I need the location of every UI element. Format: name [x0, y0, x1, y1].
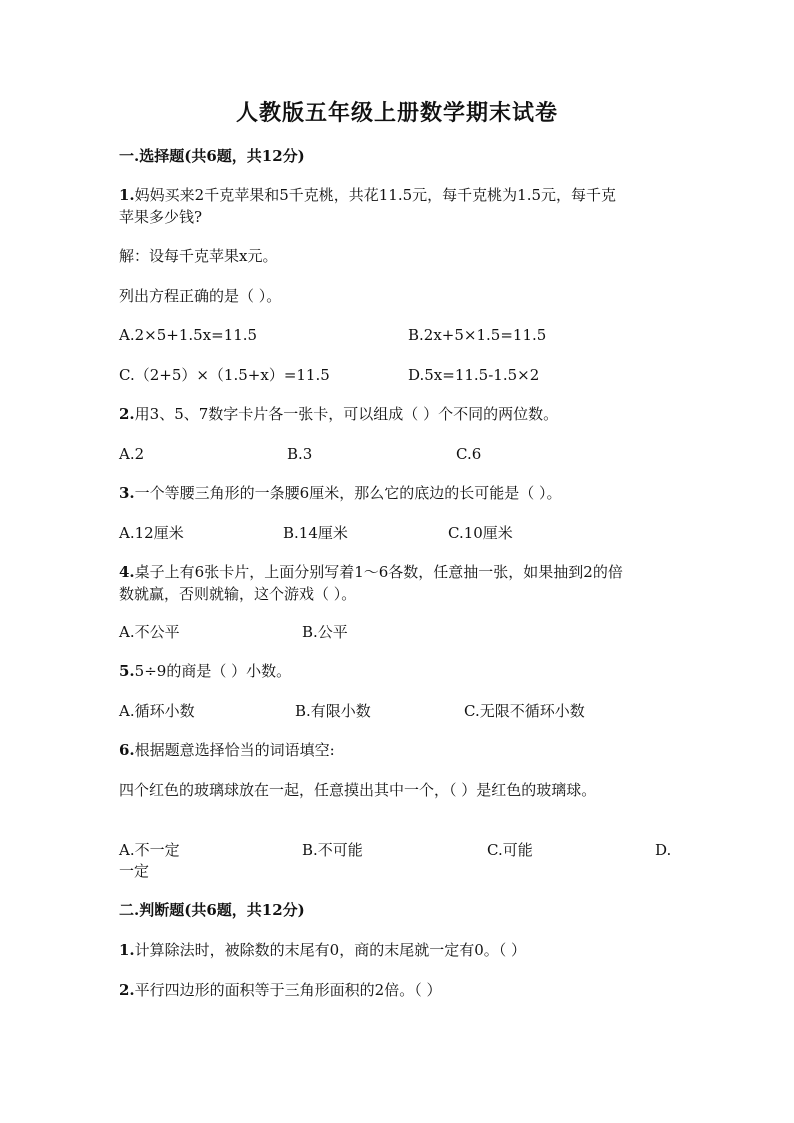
question-number: 1.	[119, 941, 135, 959]
option-c[interactable]: C.无限不循环小数	[464, 702, 585, 720]
option-a[interactable]: A.12厘米	[119, 524, 184, 542]
question-text: 妈妈买来2千克苹果和5千克桃，共花11.5元，每千克桃为1.5元，每千克	[134, 186, 617, 204]
option-b[interactable]: B.3	[287, 445, 313, 463]
question-3	[119, 483, 562, 503]
option-a[interactable]: A.不一定	[119, 841, 180, 859]
option-a[interactable]: A.循环小数	[119, 702, 195, 720]
option-d[interactable]: D.	[655, 841, 672, 859]
option-c[interactable]: C.（2+5）×（1.5+x）=11.5	[119, 366, 330, 384]
question-4-line-1	[119, 562, 623, 582]
option-b[interactable]: B.公平	[302, 623, 348, 641]
option-b[interactable]: B.不可能	[302, 841, 363, 859]
question-number: 5.	[119, 662, 135, 680]
question-number: 2.	[119, 405, 135, 423]
question-1-line-2: 苹果多少钱?	[119, 208, 203, 226]
section-heading-judgement: 二.判断题(共6题，共12分)	[119, 901, 305, 919]
option-a[interactable]: A.2	[119, 445, 145, 463]
question-text: 平行四边形的面积等于三角形面积的2倍。（ ）	[134, 981, 442, 999]
section-heading-choice: 一.选择题(共6题，共12分)	[119, 147, 305, 165]
question-6-line-1	[119, 740, 335, 760]
option-b[interactable]: B.有限小数	[295, 702, 371, 720]
question-text: 一个等腰三角形的一条腰6厘米，那么它的底边的长可能是（ ）。	[134, 484, 562, 502]
option-a[interactable]: A.2×5+1.5x=11.5	[119, 326, 258, 344]
question-number: 3.	[119, 484, 135, 502]
question-4-line-2: 数就赢，否则就输，这个游戏（ ）。	[119, 585, 357, 603]
question-text: 用3、5、7数字卡片各一张卡，可以组成（ ）个不同的两位数。	[134, 405, 559, 423]
option-a[interactable]: A.不公平	[119, 623, 180, 641]
option-c[interactable]: C.6	[456, 445, 482, 463]
option-d-wrap[interactable]: 一定	[119, 862, 150, 880]
question-text: 根据题意选择恰当的词语填空:	[134, 741, 335, 759]
option-c[interactable]: C.可能	[487, 841, 533, 859]
judgement-question-2	[119, 980, 442, 1000]
question-5	[119, 661, 291, 681]
question-text: 桌子上有6张卡片，上面分别写着1～6各数，任意抽一张，如果抽到2的倍	[134, 563, 623, 581]
question-1-line-3: 解：设每千克苹果x元。	[119, 247, 278, 265]
option-b[interactable]: B.2x+5×1.5=11.5	[408, 326, 547, 344]
option-c[interactable]: C.10厘米	[448, 524, 513, 542]
question-number: 1.	[119, 186, 135, 204]
question-6-line-2: 四个红色的玻璃球放在一起，任意摸出其中一个，（ ）是红色的玻璃球。	[119, 781, 597, 799]
question-text: 计算除法时，被除数的末尾有0，商的末尾就一定有0。（ ）	[134, 941, 527, 959]
question-number: 4.	[119, 563, 135, 581]
option-b[interactable]: B.14厘米	[283, 524, 348, 542]
question-number: 2.	[119, 981, 135, 999]
question-number: 6.	[119, 741, 135, 759]
question-1-line-1	[119, 185, 616, 205]
judgement-question-1	[119, 940, 526, 960]
page-title: 人教版五年级上册数学期末试卷	[235, 100, 558, 126]
question-1-line-4: 列出方程正确的是（ ）。	[119, 287, 282, 305]
option-d[interactable]: D.5x=11.5-1.5×2	[408, 366, 540, 384]
question-2	[119, 404, 558, 424]
question-text: 5÷9的商是（ ）小数。	[134, 662, 292, 680]
